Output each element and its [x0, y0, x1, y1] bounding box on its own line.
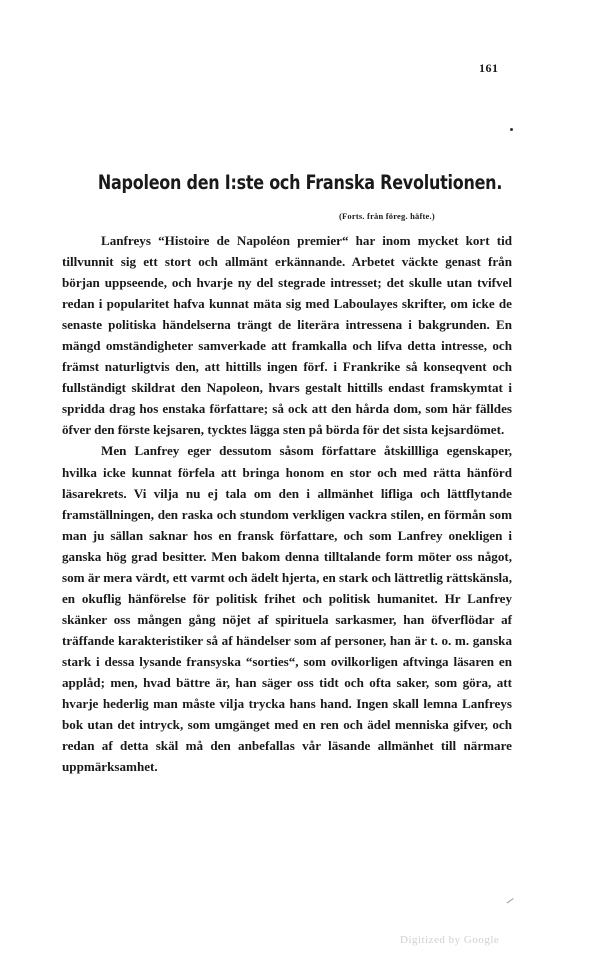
paragraph-2: Men Lanfrey eger dessutom såsom författare åtskillliga egenskaper, hvilka icke kunnat förfela att bringa honom en stor och med rätta hänförd läsarekrets. Vi vilja nu ej tala om den i allmänhet lifliga och lättflytande framställningen, den raska och stundom verkligen vackra stilen, en förmån som man ju sällan saknar hos en fransk författare, och som Lanfrey onekligen i ganska hög grad besitter. Men bakom denna tilltalande form möter oss något, som är mera värdt, ett varmt och ädelt hjerta, en stark och lättretlig rättskänsla, en okuflig hänförelse för politisk frihet och politisk humanitet. Hr Lanfrey skänker oss mången gång nöjet af spirituela sarkasmer, han öfverflödar af träffande karakteristiker så af händelser som af personer, han är t. o. m. ganska stark i dessa lysande fransyska “sorties“, som ovilkorligen aftvinga läsaren en applåd; men, hvad bättre är, han säger oss tidt och ofta saker, som göra, att hvarje hederlig man måste vilja trycka hans hand. Ingen skall lemna Lanfreys bok utan det intryck, som umgänget med en ren och ädel menniska gifver, och redan af detta skäl må den anbefallas vår läsande allmänhet till närmare uppmärksamhet.	[62, 443, 512, 775]
article-title: Napoleon den I:ste och Franska Revolutionen.	[97, 171, 503, 194]
continuation-note: (Forts. från föreg. häfte.)	[339, 211, 435, 221]
digitization-watermark: Digitized by Google	[400, 934, 500, 946]
pen-mark	[507, 898, 516, 906]
speck-dot	[510, 128, 513, 131]
article-body	[62, 230, 512, 777]
paragraph-1: Lanfreys “Histoire de Napoléon premier“ har inom mycket kort tid tillvunnit sig ett stort och allmänt erkännande. Arbetet väckte genast från början uppseende, och hvarje ny del stegrade intresset; det skulle utan tvifvel redan i popularitet hafva kunnat mäta sig med Laboulayes skrifter, om icke de senaste politiska händelserna trängt de literära intressena i bakgrunden. En mängd omständigheter samverkade att framkalla och lifva detta intresse, och främst naturligtvis den, att hittills ingen förf. i Frankrike så konseqvent och fullständigt skildrat den Napoleon, hvars gestalt hittills endast framskymtat i spridda drag hos enstaka författare; så ock att den hårda dom, som här fälldes öfver den förste kejsaren, tycktes lägga sten på börda för det sista kejsardömet.	[62, 233, 512, 438]
page-number: 161	[479, 61, 499, 75]
